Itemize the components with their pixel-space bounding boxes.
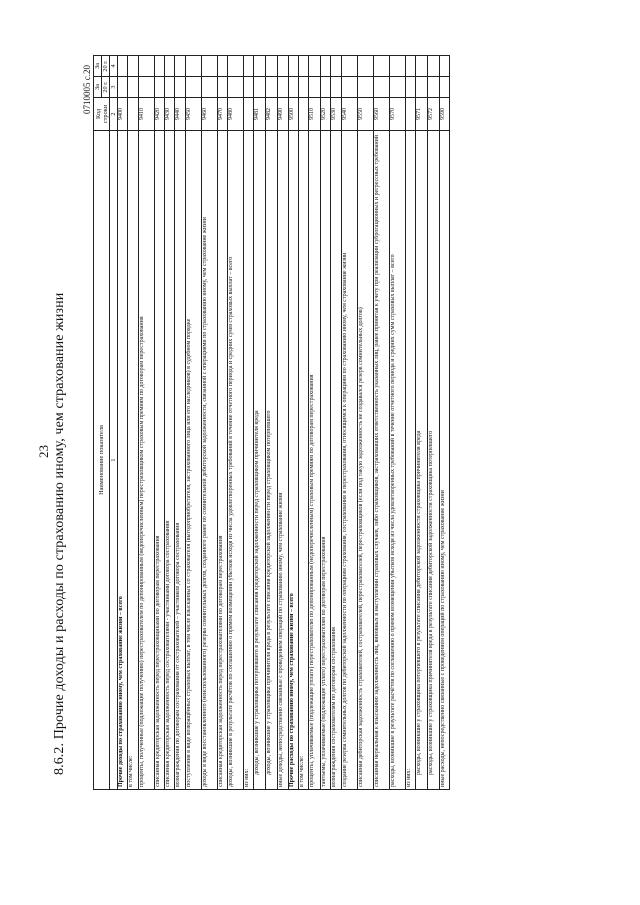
row-name: вознаграждения сострахователям по договорам сострахования (331, 131, 341, 790)
value-cell-col3 (165, 77, 175, 98)
row-name: из них: (405, 131, 415, 790)
value-cell-col4 (227, 56, 243, 77)
value-cell-col3 (128, 77, 138, 98)
value-cell-col3 (428, 77, 440, 98)
row-name: расходы, возникшие у страховщика причинителя вреда в результате списания дебиторской задолженности страховщика потерпевшего (428, 131, 440, 790)
value-cell-col3 (201, 77, 217, 98)
value-cell-col4 (341, 56, 357, 77)
row-name: в том числе: (298, 131, 308, 790)
table-row (373, 56, 389, 790)
value-cell-col4 (165, 56, 175, 77)
row-name: списанная дебиторская задолженность страхователей, сострахователей, перестрахователей, перестраховщиков (если под такую задолженность не создавался резерв сомнительных долгов) (357, 131, 373, 790)
value-cell-col3 (405, 77, 415, 98)
row-code: 9490 (278, 98, 288, 131)
value-cell-col4 (428, 56, 440, 77)
table-row (118, 56, 128, 790)
header-col4-year: 20 г. (102, 56, 110, 77)
row-code (405, 98, 415, 131)
table-row (165, 56, 175, 790)
value-cell-col4 (175, 56, 185, 77)
table-row (321, 56, 331, 790)
row-code: 9480 (227, 98, 243, 131)
row-name: тантьемы, уплачиваемые (подлежащие уплате) перестрахователям по договорам перестрахования (321, 131, 331, 790)
row-code: 9510 (309, 98, 321, 131)
row-code: 9570 (389, 98, 405, 131)
table-row (428, 56, 440, 790)
table-row (288, 56, 298, 790)
row-name: доходы, возникшие в результате расчётов по соглашению о прямом возмещении убытков исходя из числа удовлетворенных требований в течение отчетного периода и средних сумм страховых выплат – всего (227, 131, 243, 790)
row-name: в том числе: (128, 131, 138, 790)
value-cell-col4 (217, 56, 227, 77)
value-cell-col4 (138, 56, 154, 77)
form-code: 0710005 с.20 (82, 65, 92, 114)
value-cell-col3 (298, 77, 308, 98)
row-name: проценты, уплачиваемые (подлежащие уплате) перестрахователю по депонированным (недоперечисленным) страховым премиям по договорам перестрахования (309, 131, 321, 790)
row-name: доходы, возникшие у страховщика причинителя вреда в результате списания кредиторской задолженности перед страховщиком потерпевшего (266, 131, 278, 790)
row-code: 9450 (185, 98, 201, 131)
table-row (154, 56, 164, 790)
row-code: 9420 (154, 98, 164, 131)
value-cell-col4 (298, 56, 308, 77)
value-cell-col3 (321, 77, 331, 98)
table-row (201, 56, 217, 790)
value-cell-col3 (185, 77, 201, 98)
row-code (298, 98, 308, 131)
header-col3-year: 20 г. (102, 77, 110, 98)
value-cell-col4 (243, 56, 253, 77)
value-cell-col4 (331, 56, 341, 77)
value-cell-col3 (416, 77, 428, 98)
value-cell-col3 (331, 77, 341, 98)
col-number: 1 (110, 131, 118, 790)
row-code: 9410 (138, 98, 154, 131)
row-code: 9590 (440, 98, 450, 131)
row-name: Прочие расходы по страхованию иному, чем страхование жизни – всего (288, 131, 298, 790)
page-number: 23 (36, 445, 51, 458)
value-cell-col3 (389, 77, 405, 98)
row-name: доходы, возникшие у страховщика потерпевшего в результате списания кредиторской задолженности перед страховщиком причинителя вреда (254, 131, 266, 790)
row-code: 9470 (217, 98, 227, 131)
row-name: списанная кредиторская задолженность перед сострахователями - участниками договора сострахования (165, 131, 175, 790)
table-row (341, 56, 357, 790)
table-row (175, 56, 185, 790)
row-code (128, 98, 138, 131)
row-code: 9482 (266, 98, 278, 131)
table-row (331, 56, 341, 790)
table-row (243, 56, 253, 790)
value-cell-col3 (254, 77, 266, 98)
row-code (243, 98, 253, 131)
value-cell-col3 (138, 77, 154, 98)
row-name: вознаграждения по договорам сострахования от сострахователей – участников договора сострахования (175, 131, 185, 790)
value-cell-col3 (243, 77, 253, 98)
row-code: 9572 (428, 98, 440, 131)
value-cell-col4 (309, 56, 321, 77)
col-number: 4 (110, 56, 118, 77)
value-cell-col4 (154, 56, 164, 77)
row-code: 9520 (321, 98, 331, 131)
row-name: списанная кредиторская задолженность перед перестраховщиками по договорам перестрахования (154, 131, 164, 790)
value-cell-col4 (357, 56, 373, 77)
row-code: 9530 (331, 98, 341, 131)
table-row (389, 56, 405, 790)
row-name: иные расходы, непосредственно связанные с проведением операций по страхованию иному, чем страхование жизни (440, 131, 450, 790)
table-row (227, 56, 243, 790)
row-code: 9571 (416, 98, 428, 131)
table-body (118, 56, 450, 790)
value-cell-col4 (254, 56, 266, 77)
row-name: расходы, возникшие у страховщика потерпевшего в результате списания дебиторской задолженности страховщика причинителя вреда (416, 131, 428, 790)
value-cell-col3 (357, 77, 373, 98)
table-row (254, 56, 266, 790)
value-cell-col4 (389, 56, 405, 77)
row-name: доходы в виде восстановленного (неиспользованного) резерва сомнительных долгов, созданного ранее по сомнительной дебиторской задолженности, связанной с операциями по страхованию иному, чем страхование жизни (201, 131, 217, 790)
value-cell-col3 (278, 77, 288, 98)
row-code: 9460 (201, 98, 217, 131)
value-cell-col4 (266, 56, 278, 77)
row-code: 9430 (165, 98, 175, 131)
header-col4-top: За (94, 56, 102, 77)
value-cell-col4 (373, 56, 389, 77)
col-number: 3 (110, 77, 118, 98)
row-code: 9481 (254, 98, 266, 131)
table-row (357, 56, 373, 790)
table-row (278, 56, 288, 790)
row-code: 9540 (341, 98, 357, 131)
table-row (440, 56, 450, 790)
value-cell-col3 (154, 77, 164, 98)
row-name: проценты, полученные (подлежащие получению) перестрахователем по депонированным (недоперечисленным) перестраховщиком страховым премиям по договорам перестрахования (138, 131, 154, 790)
table-row (298, 56, 308, 790)
value-cell-col3 (341, 77, 357, 98)
value-cell-col4 (118, 56, 128, 77)
value-cell-col3 (118, 77, 128, 98)
value-cell-col3 (309, 77, 321, 98)
report-table (93, 55, 450, 790)
value-cell-col4 (185, 56, 201, 77)
table-row (138, 56, 154, 790)
value-cell-col3 (266, 77, 278, 98)
row-code: 9400 (118, 98, 128, 131)
value-cell-col4 (128, 56, 138, 77)
value-cell-col3 (227, 77, 243, 98)
row-code: 9500 (288, 98, 298, 131)
value-cell-col3 (175, 77, 185, 98)
row-name: иные доходы, непосредственно связанные с проведением операций по страхованию иному, чем страхование жизни (278, 131, 288, 790)
table-row (128, 56, 138, 790)
value-cell-col4 (288, 56, 298, 77)
table-row (185, 56, 201, 790)
header-code: Код строки (94, 98, 110, 131)
value-cell-col4 (201, 56, 217, 77)
value-cell-col4 (321, 56, 331, 77)
page-title: 8.6.2. Прочие доходы и расходы по страхованию иному, чем страхование жизни (52, 292, 67, 775)
value-cell-col4 (405, 56, 415, 77)
row-name: списанная кредиторская задолженность перед перестрахователями по договорам перестрахования (217, 131, 227, 790)
table-row (309, 56, 321, 790)
row-name: поступления в виде возвращённых страховых выплат, в том числе взысканных со страхователя (выгодоприобретателя, застрахованного лица или его наследников) в судебном порядке (185, 131, 201, 790)
col-number: 2 (110, 98, 118, 131)
header-name: Наименование показателя (94, 131, 110, 790)
row-name: из них: (243, 131, 253, 790)
row-name: создание резерва сомнительных долгов по дебиторской задолженности по операциям страхования, сострахования и перестрахования, относящимся к операциям по страхованию иному, чем страхование жизни (341, 131, 357, 790)
row-name: расходы, возникшие в результате расчётов по соглашению о прямом возмещении убытков исходя из числа удовлетворенных требований в течение отчетного периода и средних сумм страховых выплат – всего (389, 131, 405, 790)
value-cell-col3 (440, 77, 450, 98)
value-cell-col4 (278, 56, 288, 77)
header-col3-top: За (94, 77, 102, 98)
value-cell-col3 (217, 77, 227, 98)
row-code: 9440 (175, 98, 185, 131)
row-name: Прочие доходы по страхованию иному, чем страхование жизни – всего (118, 131, 128, 790)
row-code: 9560 (373, 98, 389, 131)
table-row (416, 56, 428, 790)
value-cell-col4 (416, 56, 428, 77)
value-cell-col4 (440, 56, 450, 77)
row-code: 9550 (357, 98, 373, 131)
table-row (266, 56, 278, 790)
value-cell-col3 (288, 77, 298, 98)
table-row (405, 56, 415, 790)
value-cell-col3 (373, 77, 389, 98)
table-row (217, 56, 227, 790)
row-name: списанная нереальная к взысканию задолженность лиц, виновных в наступлении страховых случаев, либо страховщиков, застраховавших ответственность указанных лиц, ранее принятая к учету при реализации суброгационных и регрессных требований (373, 131, 389, 790)
